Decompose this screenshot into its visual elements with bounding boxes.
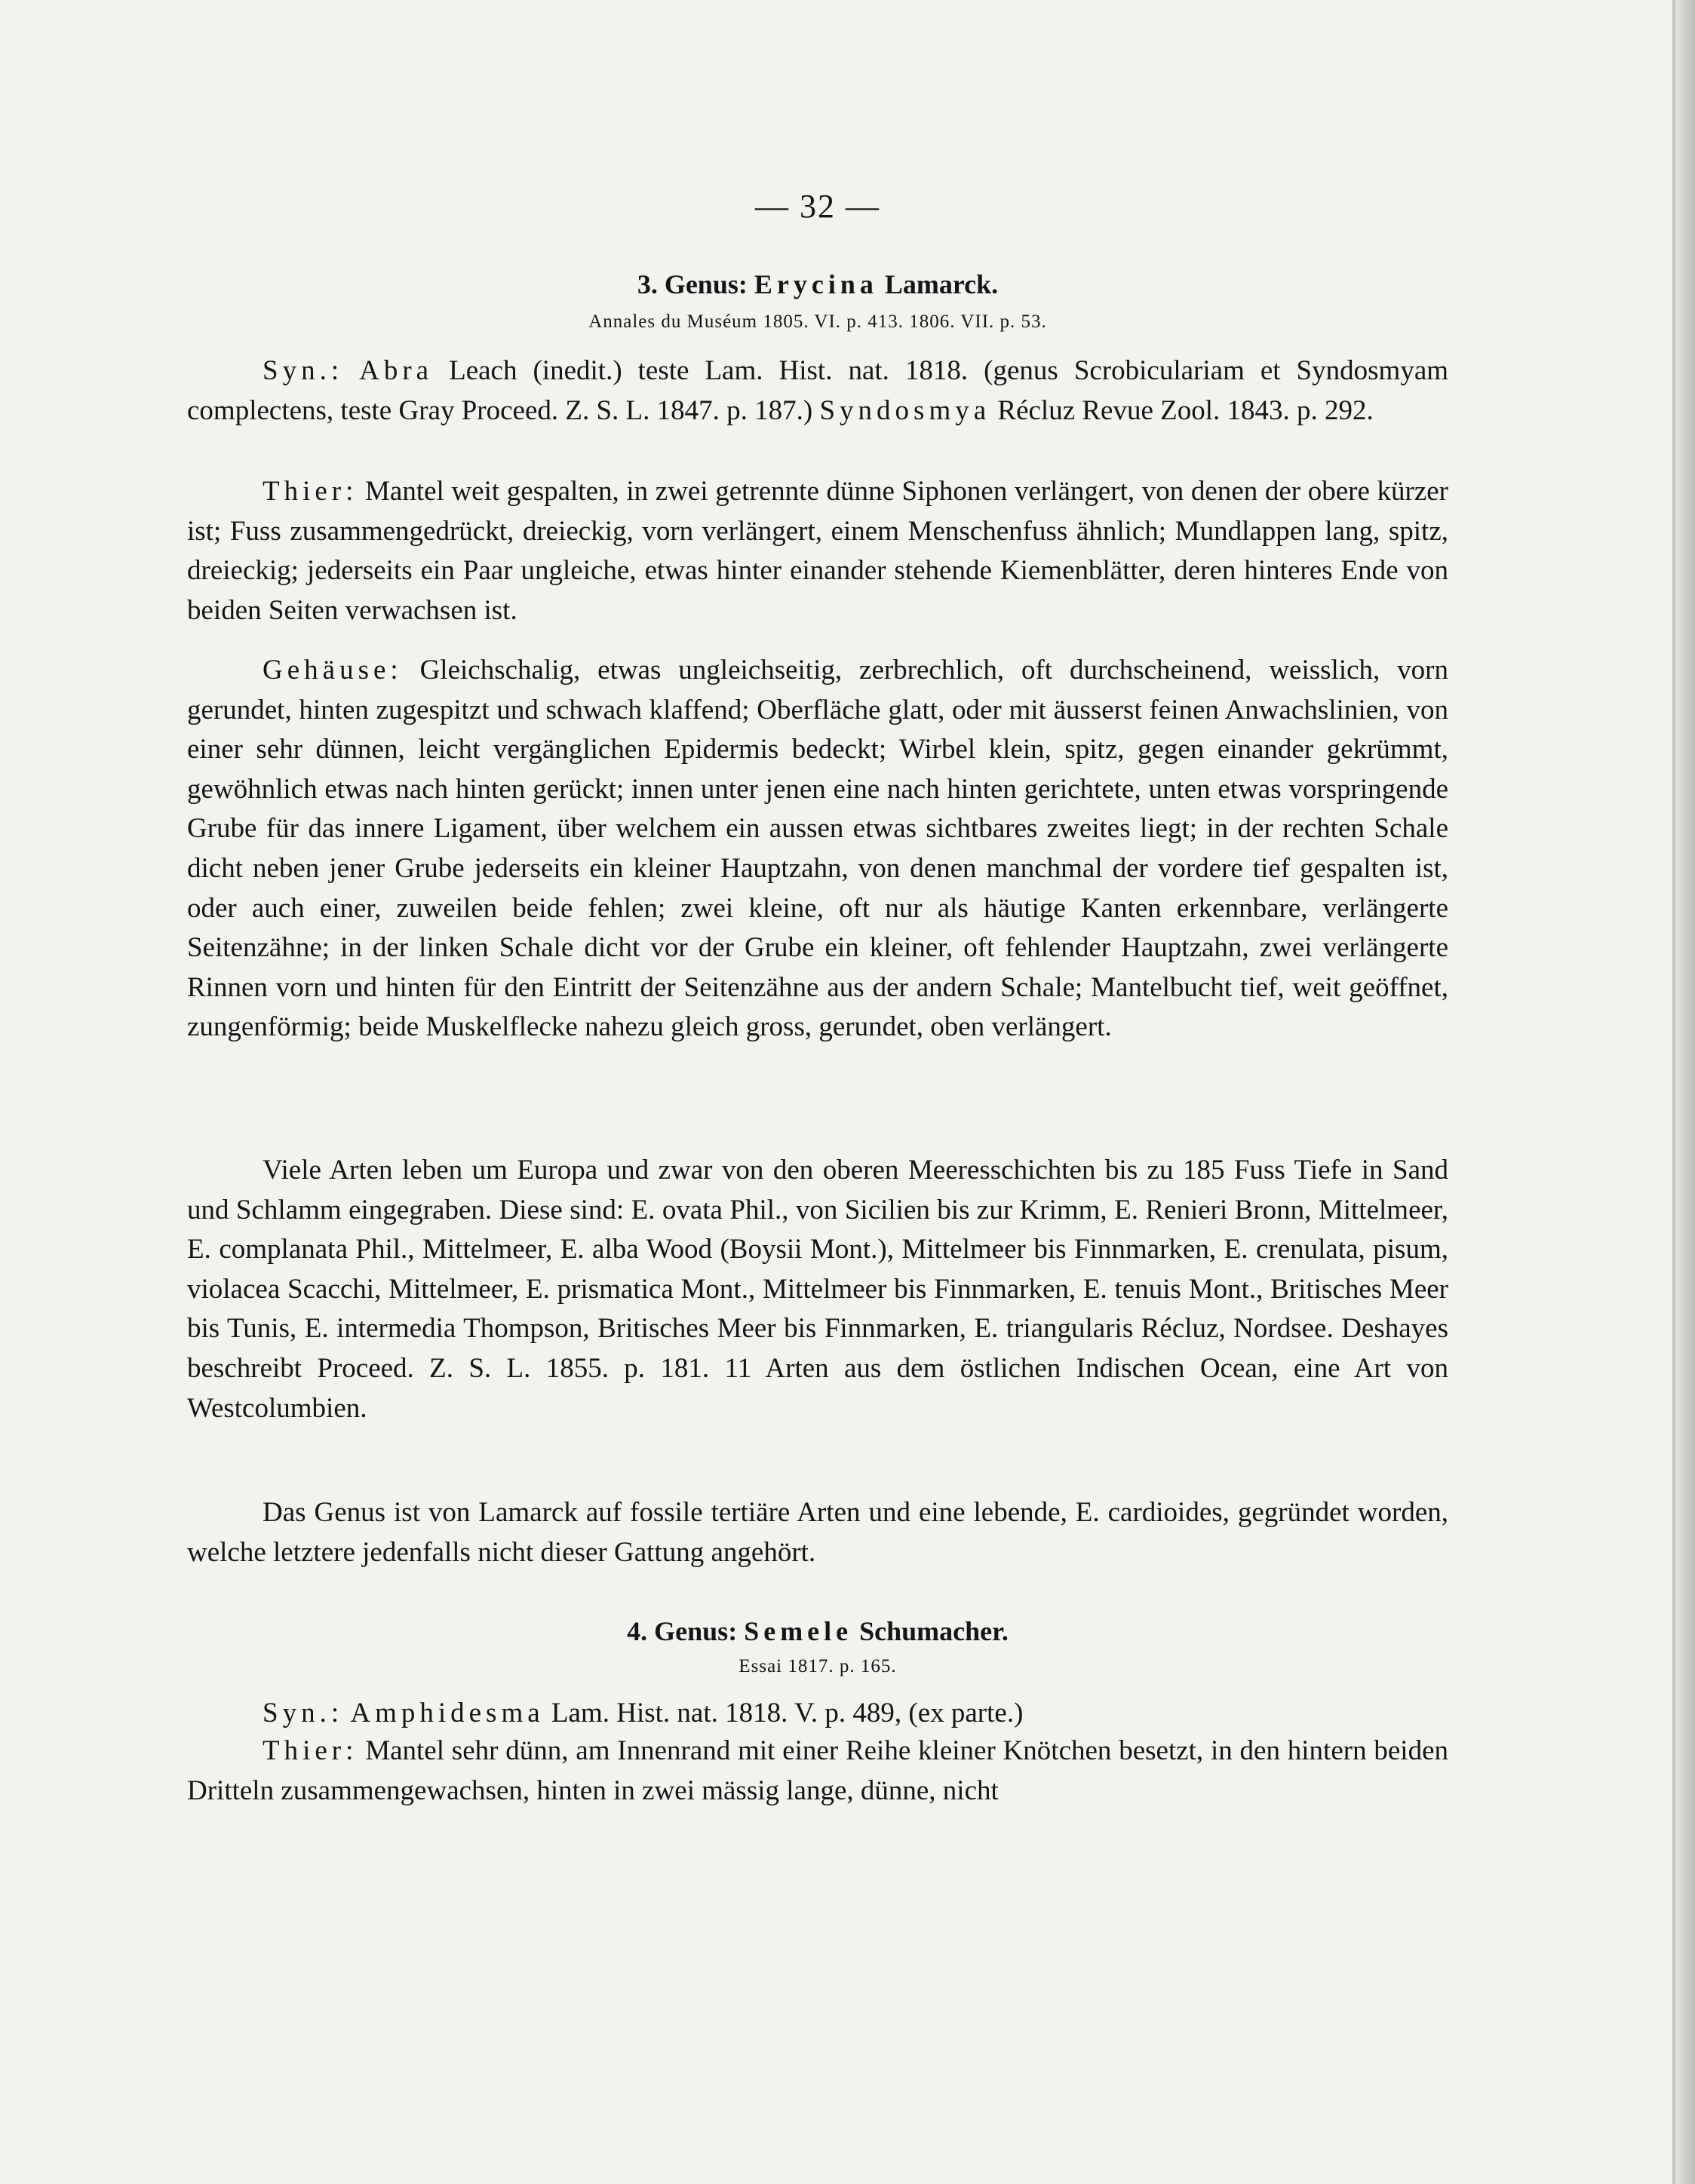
gehaeuse-label: Gehäuse: [263,655,403,686]
genus-4-synonyms-paragraph [187,1694,1448,1734]
syn-4-label: Syn.: [263,1698,344,1728]
genus-3-name: Erycina [754,269,878,299]
synonym-syndosmya: Syndosmya [819,394,991,426]
book-page [187,0,1448,2184]
syn-label: Syn.: [263,355,344,386]
genus-4-heading [187,1615,1448,1647]
synonym-abra: Abra [359,355,434,386]
thier-text: Mantel weit gespalten, in zwei getrennte dünne Siphonen verlängert, von denen der obere kürzer ist; Fuss zusammengedrückt, dreieckig, vorn verlängert, einem Menschenfuss ähnlich; Mundlappen lang, spitz, dreieckig; jederseits ein Paar ungleiche, etwas hinter einander stehende Kiemenblätter, deren hinteres Ende von beiden Seiten verwachsen ist. [187,476,1449,626]
genus-4-animal-paragraph [187,1732,1448,1811]
genus-4-name: Semele [744,1616,853,1646]
scan-page-edge [1672,0,1695,2184]
genus-3-note-paragraph: Das Genus ist von Lamarck auf fossile tertiäre Arten und eine lebende, E. cardioides, gegründet worden, welche letztere jedenfalls nicht dieser Gattung angehört. [187,1497,1448,1568]
genus-3-author: Lamarck. [884,269,999,299]
genus-3-reference: Annales du Muséum 1805. VI. p. 413. 1806. VII. p. 53. [588,311,1047,332]
syn-text-1: Leach (inedit.) teste Lam. Hist. nat. 1818. (genus Scrobiculariam et Syndosmyam complectens, teste Gray Proceed. Z. S. L. 1847. p. 187.) [187,355,1449,426]
genus-4-reference: Essai 1817. p. 165. [738,1656,897,1676]
gehaeuse-text: Gleichschalig, etwas ungleichseitig, zerbrechlich, oft durchscheinend, weisslich, vorn gerundet, hinten zugespitzt und schwach klaffend; Oberfläche glatt, oder mit äusserst feinen Anwachslinien, von einer sehr dünnen, leicht vergänglichen Epidermis bedeckt; Wirbel klein, spitz, gegen einander gekrümmt, gewöhnlich etwas nach hinten gerückt; innen unter jenen eine nach hinten gerichtete, unten etwas vorspringende Grube für das innere Ligament, über welchem ein aussen etwas sichtbares zweites liegt; in der rechten Schale dicht neben jener Grube jederseits ein kleiner Hauptzahn, von denen manchmal der vordere tief gespalten ist, oder auch einer, zuweilen beide fehlen; zwei kleine, oft nur als häutige Kanten erkennbare, verlängerte Seitenzähne; in der linken Schale dicht vor der Grube ein kleiner, oft fehlender Hauptzahn, zwei verlängerte Rinnen vorn und hinten für den Eintritt der Seitenzähne aus der andern Schale; Mantelbucht tief, weit geöffnet, zungenförmig; beide Muskelflecke nahezu gleich gross, gerundet, oben verlängert. [187,655,1448,1043]
syn-text-2: Récluz Revue Zool. 1843. p. 292. [997,394,1374,426]
genus-3-animal-paragraph [187,472,1448,630]
syn-4-text: Lam. Hist. nat. 1818. V. p. 489, (ex parte.) [551,1698,1024,1728]
genus-3-heading [187,268,1448,300]
genus-3-synonyms-paragraph [187,351,1448,431]
genus-3-species-paragraph: Viele Arten leben um Europa und zwar von den oberen Meeresschichten bis zu 185 Fuss Tiefe in Sand und Schlamm eingegraben. Diese sind: E. ovata Phil., von Sicilien bis zur Krimm, E. Renieri Bronn, Mittelmeer, E. complanata Phil., Mittelmeer, E. alba Wood (Boysii Mont.), Mittelmeer bis Finnmarken, E. crenulata, pisum, violacea Scacchi, Mittelmeer, E. prismatica Mont., Mittelmeer bis Finnmarken, E. tenuis Mont., Britisches Meer bis Tunis, E. intermedia Thompson, Britisches Meer bis Finnmarken, E. triangularis Récluz, Nordsee. Deshayes beschreibt Proceed. Z. S. L. 1855. p. 181. 11 Arten aus dem östlichen Indischen Ocean, eine Art von Westcolumbien. [187,1155,1448,1424]
genus-4-author: Schumacher. [859,1616,1009,1646]
page-number: — 32 — [755,188,880,225]
genus-3-number: 3. Genus: [637,269,748,299]
genus-4-number: 4. Genus: [627,1616,738,1646]
thier-4-label: Thier: [263,1735,358,1766]
thier-4-text: Mantel sehr dünn, am Innenrand mit einer Reihe kleiner Knötchen besetzt, in den hintern beiden Dritteln zusammengewachsen, hinten in zwei mässig lange, dünne, nicht [187,1735,1448,1806]
synonym-amphidesma: Amphidesma [350,1698,545,1728]
thier-label: Thier: [263,476,358,507]
genus-3-shell-paragraph [187,651,1448,1048]
scan-fold-line [1672,0,1675,2184]
